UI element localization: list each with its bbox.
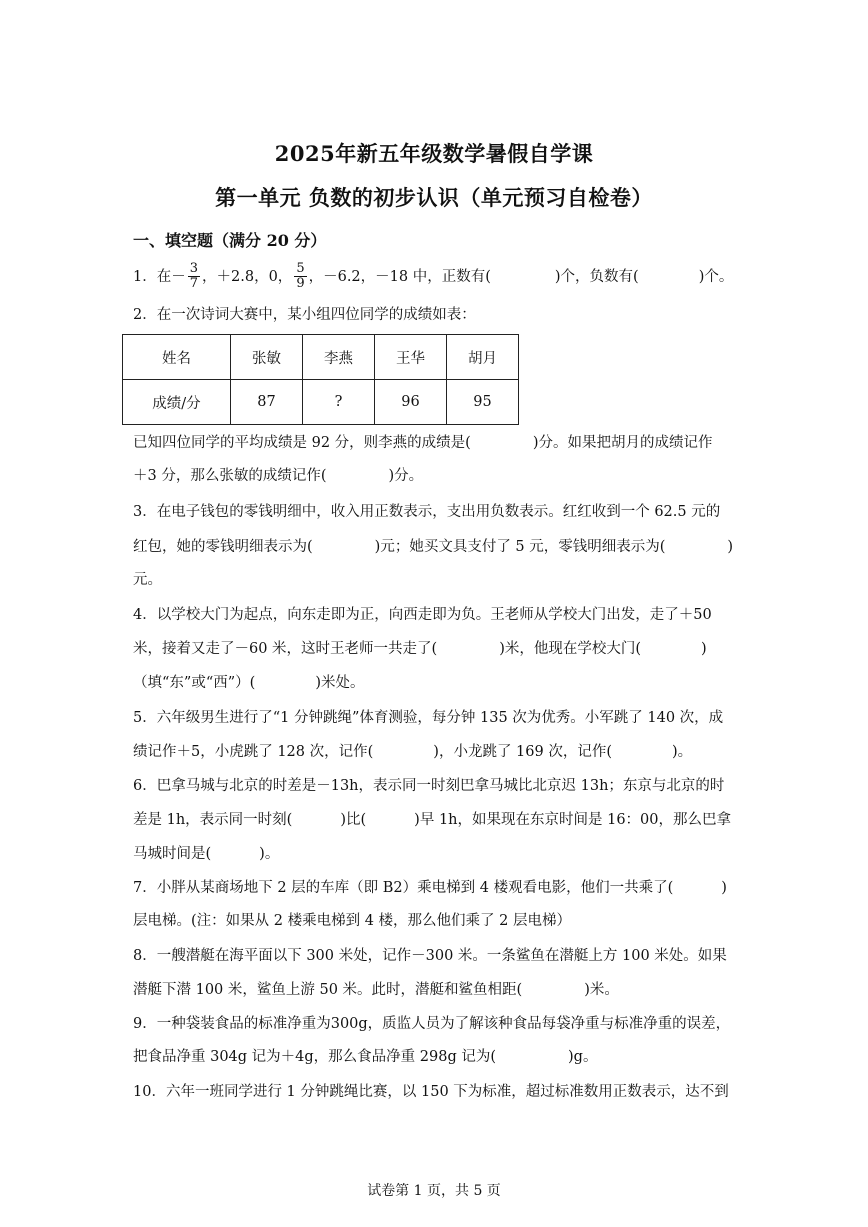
- question-2-line-2: ＋3 分，那么张敏的成绩记作( )分。: [133, 468, 424, 484]
- question-8-line-2: 潜艇下潜 100 米，鲨鱼上游 50 米。此时，潜艇和鲨鱼相距( )米。: [133, 982, 619, 998]
- question-3-line-3: 元。: [133, 572, 162, 588]
- question-4-line-2: 米，接着又走了－60 米，这时王老师一共走了( )米，他现在学校大门( ): [133, 641, 707, 657]
- question-6-line-1: 6．巴拿马城与北京的时差是－13h，表示同一时刻巴拿马城比北京迟 13h；东京与北京的时: [133, 778, 725, 794]
- question-1: 1．在－ $\frac{3}{7}$ ，＋2.8，0， $\frac{5}{9}$ ，－6.2，－18 中，正数有( )个，负数有( )个。: [133, 261, 734, 292]
- question-8-line-1: 8．一艘潜艇在海平面以下 300 米处，记作－300 米。一条鲨鱼在潜艇上方 100 米处。如果: [133, 948, 727, 964]
- table-cell: 96: [375, 380, 447, 425]
- table-cell: 87: [231, 380, 303, 425]
- table-cell: 95: [447, 380, 519, 425]
- page-subtitle: 第一单元 负数的初步认识（单元预习自检卷）: [215, 185, 653, 210]
- page-title: 2025年新五年级数学暑假自学课: [274, 141, 594, 166]
- question-7-line-2: 层电梯。(注：如果从 2 楼乘电梯到 4 楼，那么他们乘了 2 层电梯）: [133, 913, 571, 929]
- question-9-line-1: 9．一种袋装食品的标准净重为300g，质监人员为了解该种食品每袋净重与标准净重的误差，: [133, 1016, 731, 1032]
- table-cell: 张敏: [231, 335, 303, 380]
- question-5-line-1: 5．六年级男生进行了“1 分钟跳绳”体育测验，每分钟 135 次为优秀。小军跳了 140 次，成: [133, 710, 724, 726]
- score-table: [122, 334, 519, 425]
- page-footer: 试卷第 1 页，共 5 页: [367, 1183, 501, 1199]
- table-cell: 李燕: [303, 335, 375, 380]
- table-cell: 成绩/分: [123, 380, 231, 425]
- fraction-5-9: $\frac{5}{9}$: [296, 261, 305, 292]
- question-4-line-1: 4．以学校大门为起点，向东走即为正，向西走即为负。王老师从学校大门出发，走了＋50: [133, 607, 712, 623]
- question-3-line-1: 3．在电子钱包的零钱明细中，收入用正数表示，支出用负数表示。红红收到一个 62.5 元的: [133, 504, 721, 520]
- question-3-line-2: 红包，她的零钱明细表示为( )元；她买文具支付了 5 元，零钱明细表示为( ): [133, 539, 734, 555]
- question-5-line-2: 绩记作＋5，小虎跳了 128 次，记作( )，小龙跳了 169 次，记作( )。: [133, 744, 693, 760]
- table-row: [123, 380, 519, 425]
- question-9-line-2: 把食品净重 304g 记为＋4g，那么食品净重 298g 记为( )g。: [133, 1049, 598, 1065]
- question-2-intro: 2．在一次诗词大赛中，某小组四位同学的成绩如表：: [133, 307, 476, 323]
- question-10-line-1: 10．六年一班同学进行 1 分钟跳绳比赛，以 150 下为标准，超过标准数用正数表示，达不到: [133, 1084, 729, 1100]
- question-7-line-1: 7．小胖从某商场地下 2 层的车库（即 B2）乘电梯到 4 楼观看电影，他们一共乘了( ): [133, 880, 727, 896]
- fraction-3-7: $\frac{3}{7}$: [189, 261, 199, 292]
- table-cell: 胡月: [447, 335, 519, 380]
- table-cell: 姓名: [123, 335, 231, 380]
- table-cell: 王华: [375, 335, 447, 380]
- table-header-row: [123, 335, 519, 380]
- section-heading: 一、填空题（满分 20 分）: [133, 231, 327, 250]
- question-4-line-3: （填“东”或“西”）( )米处。: [133, 675, 365, 691]
- question-6-line-3: 马城时间是( )。: [133, 846, 280, 862]
- question-2-line-1: 已知四位同学的平均成绩是 92 分，则李燕的成绩是( )分。如果把胡月的成绩记作: [133, 435, 713, 451]
- question-6-line-2: 差是 1h，表示同一时刻( )比( )早 1h，如果现在东京时间是 16：00，那么巴拿: [133, 812, 732, 828]
- table-cell: ?: [303, 380, 375, 425]
